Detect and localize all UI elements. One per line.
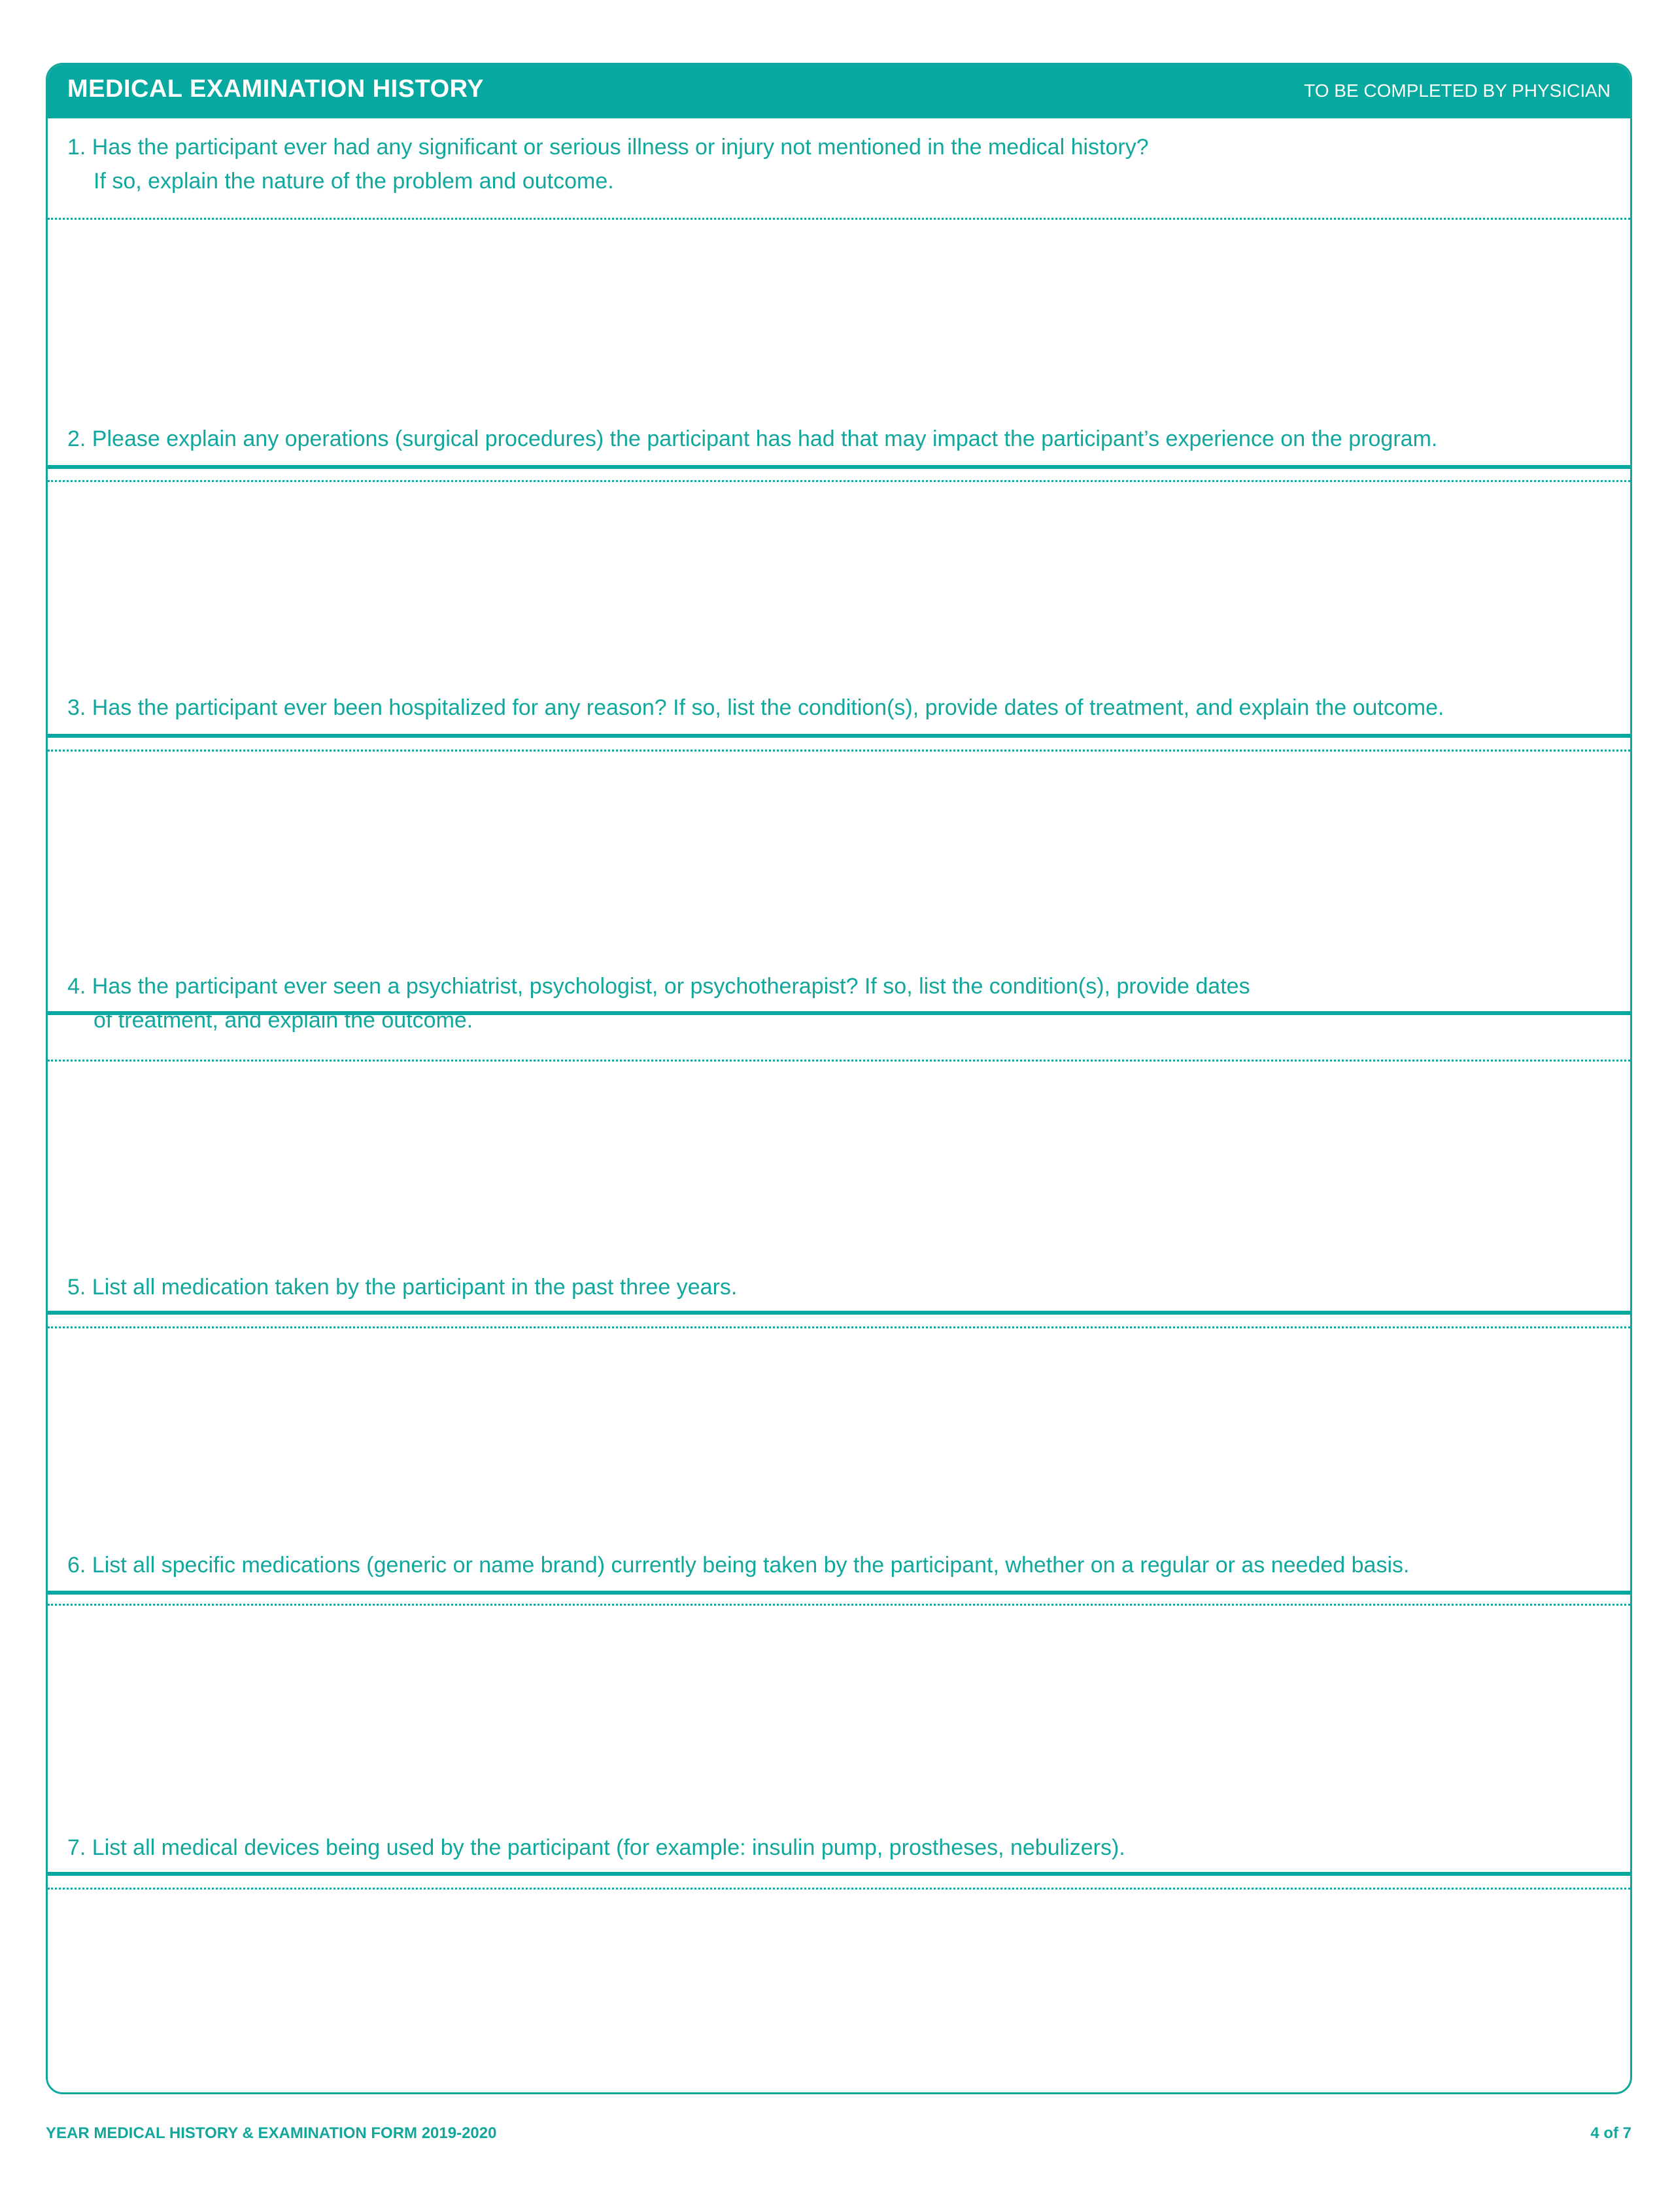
- question-1-line-1: 1. Has the participant ever had any significant or serious illness or injury not mentioned in the medical history?: [67, 135, 1149, 160]
- question-7-answer-field[interactable]: [48, 1890, 1630, 2092]
- question-3-text: [67, 691, 1604, 725]
- footer-form-name: YEAR MEDICAL HISTORY & EXAMINATION FORM 2019-2020: [46, 2124, 497, 2142]
- section-divider: [48, 1872, 1630, 1876]
- completion-note: TO BE COMPLETED BY PHYSICIAN: [1304, 80, 1611, 101]
- question-7-line-1: 7. List all medical devices being used by the participant (for example: insulin pump, prostheses, nebulizers).: [67, 1835, 1125, 1860]
- question-3-line-1: 3. Has the participant ever been hospitalized for any reason? If so, list the condition(s), provide dates of treatment, and explain the outcome.: [67, 695, 1444, 720]
- question-4-line-2: of treatment, and explain the outcome.: [94, 1008, 473, 1033]
- question-5-text: [67, 1270, 1604, 1304]
- question-5-line-1: 5. List all medication taken by the participant in the past three years.: [67, 1275, 738, 1300]
- section-divider: [48, 1591, 1630, 1595]
- section-title: MEDICAL EXAMINATION HISTORY: [67, 75, 485, 103]
- question-2-line-1: 2. Please explain any operations (surgical procedures) the participant has had that may impact the participant’s experience on the program.: [67, 426, 1438, 451]
- question-6-line-1: 6. List all specific medications (generic or name brand) currently being taken by the participant, whether on a regular or as needed basis.: [67, 1553, 1410, 1578]
- medical-examination-history-form: [46, 63, 1632, 2094]
- section-header: [48, 65, 1630, 118]
- question-4-text: [67, 969, 1604, 1037]
- question-1-line-2: If so, explain the nature of the problem and outcome.: [94, 169, 614, 194]
- question-1: [67, 130, 1604, 198]
- section-divider: [48, 465, 1630, 469]
- question-7-text: [67, 1831, 1604, 1865]
- question-2-text: [67, 422, 1604, 456]
- section-divider: [48, 734, 1630, 738]
- question-6-text: [67, 1548, 1604, 1582]
- question-4-line-1: 4. Has the participant ever seen a psychiatrist, psychologist, or psychotherapist? If so, list the condition(s), provide dates: [67, 974, 1250, 999]
- footer-page-number: 4 of 7: [1590, 2124, 1631, 2142]
- section-divider: [48, 1311, 1630, 1315]
